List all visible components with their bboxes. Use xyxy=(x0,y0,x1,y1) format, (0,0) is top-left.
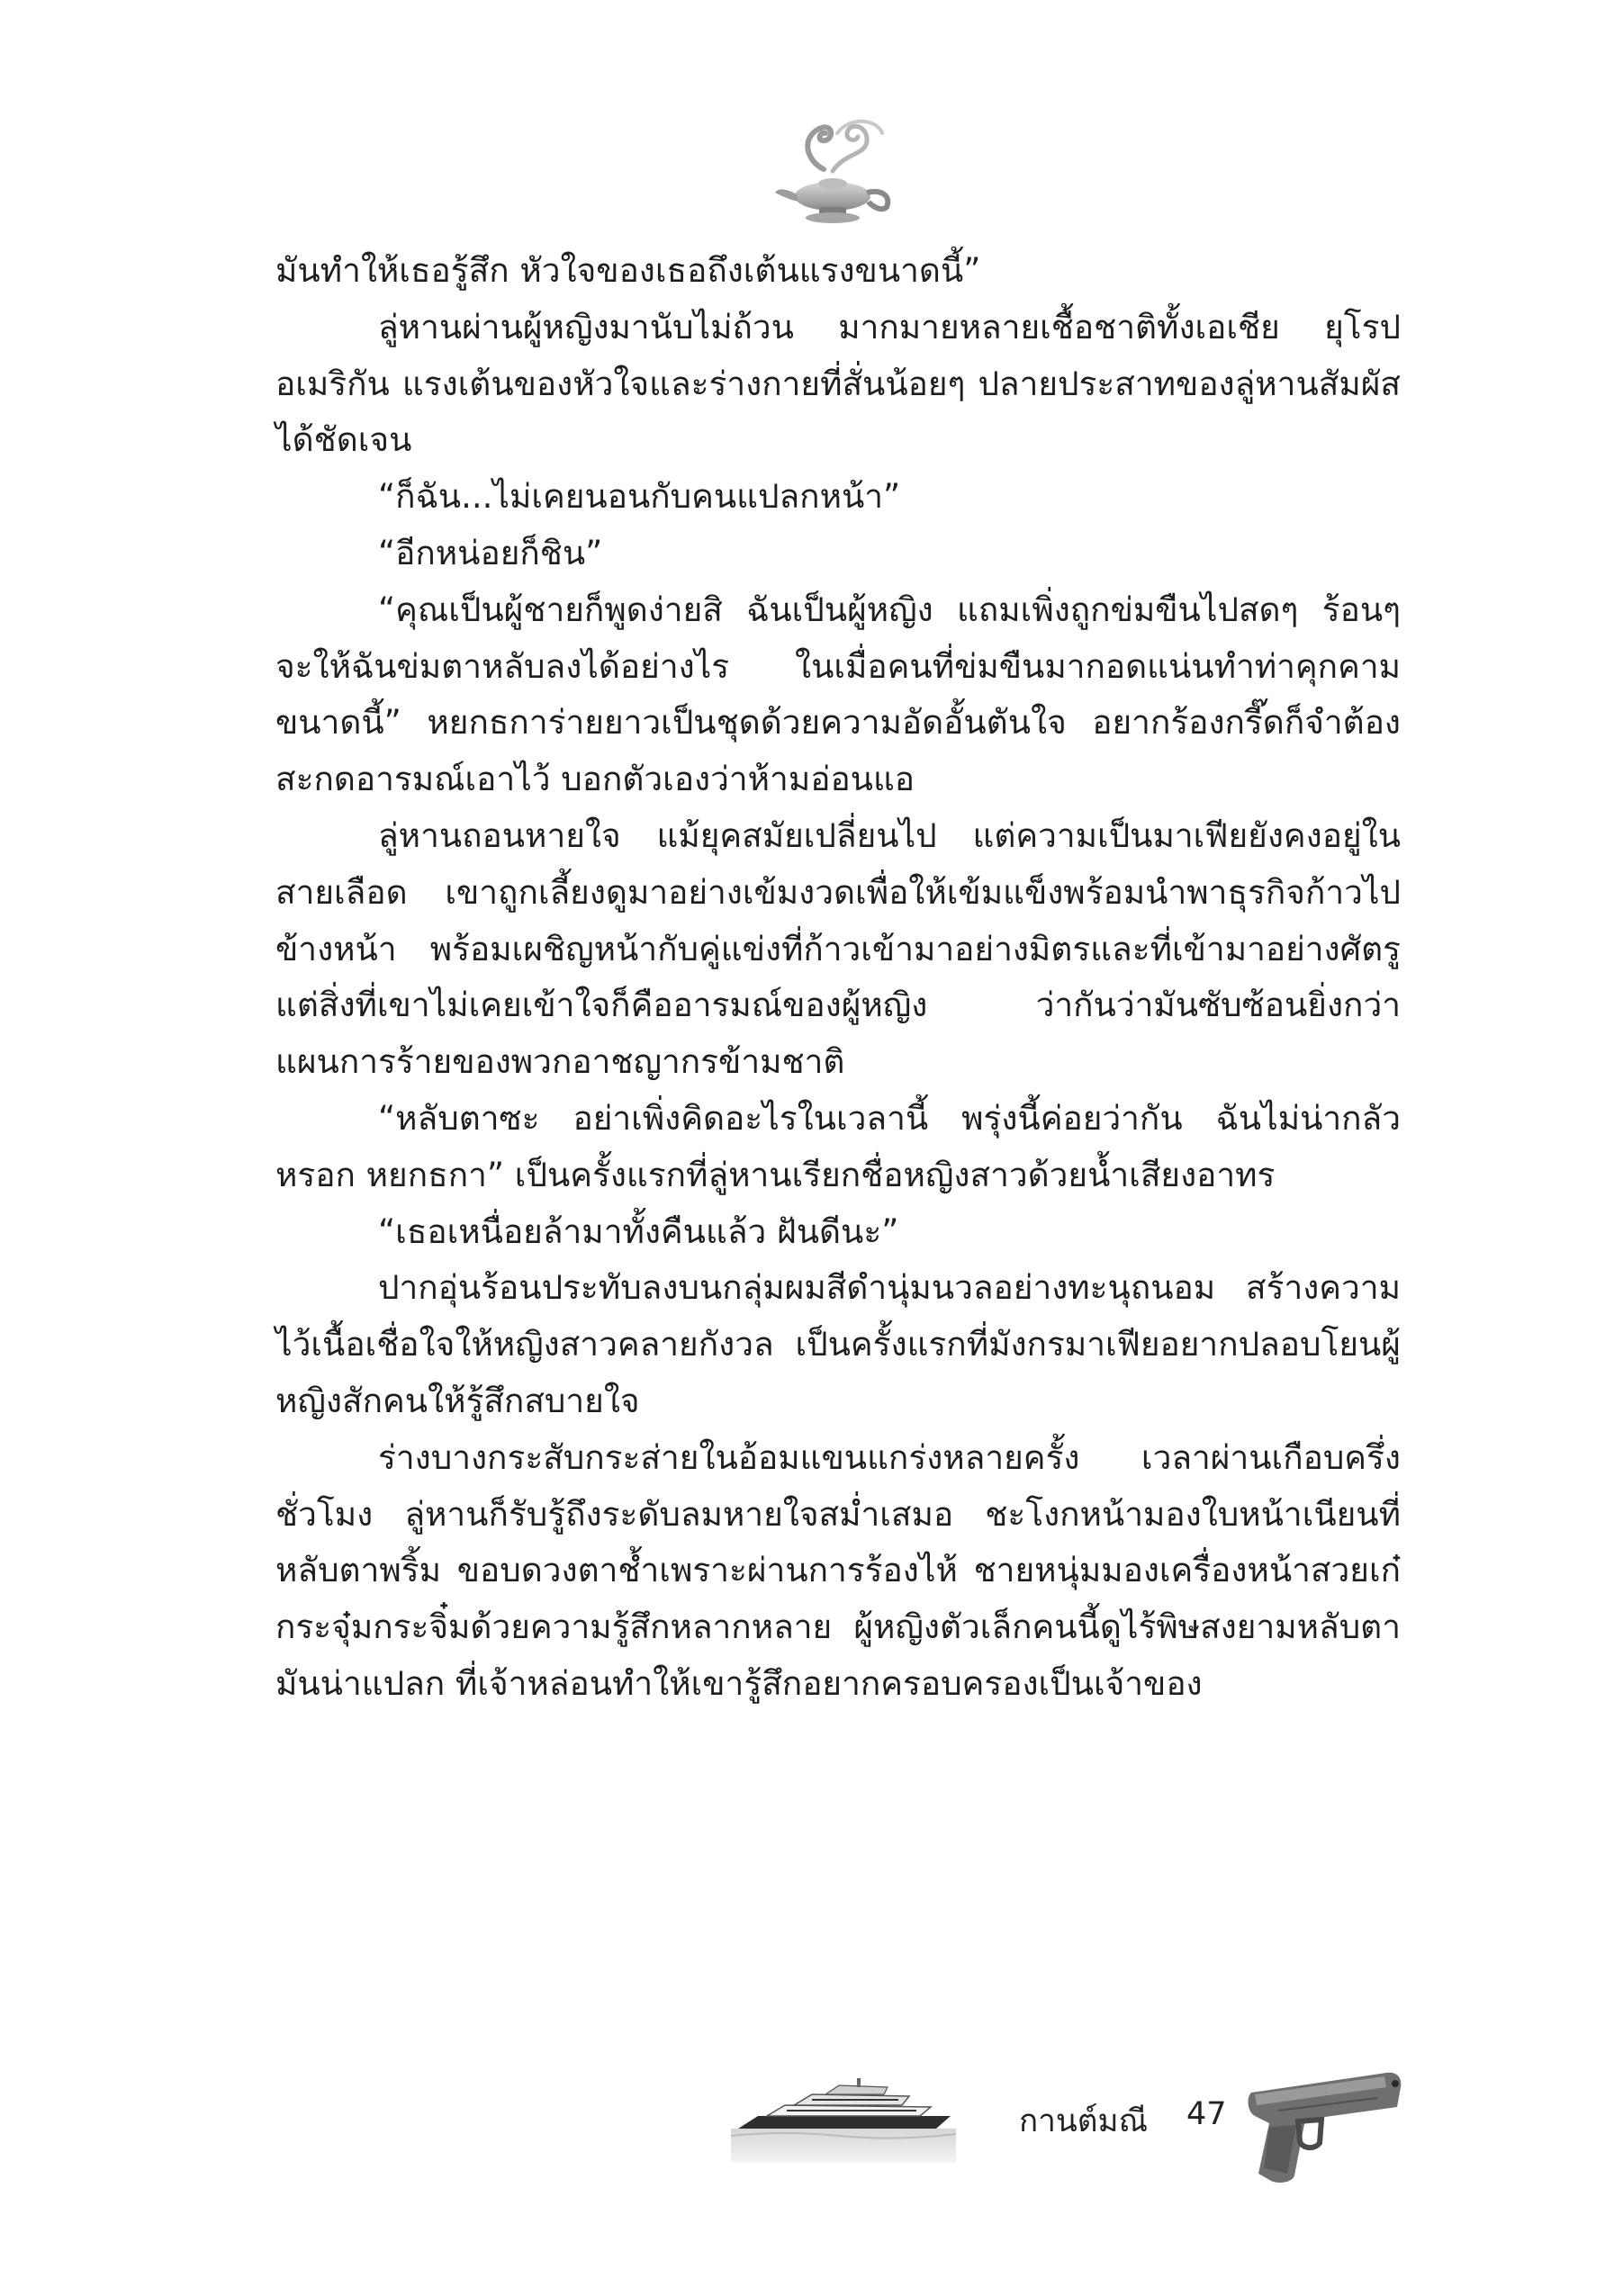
paragraph: ลู่หานผ่านผู้หญิงมานับไม่ถ้วน มากมายหลายเชื้อชาติทั้งเอเชีย ยุโรป อเมริกัน แรงเต้นของหัวใจและร่างกายที่สั่นน้อยๆ ปลายประสาทของลู่หานสัมผัสได้ชัดเจน xyxy=(275,307,1401,460)
pistol-icon xyxy=(1242,2057,1409,2192)
story-text xyxy=(275,243,1401,1713)
paragraph: ร่างบางกระสับกระส่ายในอ้อมแขนแกร่งหลายครั้ง เวลาผ่านเกือบครึ่งชั่วโมง ลู่หานก็รับรู้ถึงระดับลมหายใจสม่ำเสมอ ชะโงกหน้ามองใบหน้าเนียนที่หลับตาพริ้ม ขอบดวงตาช้ำเพราะผ่านการร้องไห้ ชายหนุ่มมองเครื่องหน้าสวยเก๋กระจุ๋มกระจิ๋มด้วยความรู้สึกหลากหลาย ผู้หญิงตัวเล็กคนนี้ดูไร้พิษสงยามหลับตา มันน่าแปลก ที่เจ้าหล่อนทำให้เขารู้สึกอยากครอบครองเป็นเจ้าของ xyxy=(275,1437,1401,1703)
paragraph: “ก็ฉัน...ไม่เคยนอนกับคนแปลกหน้า” xyxy=(378,477,901,517)
paragraph: ปากอุ่นร้อนประทับลงบนกลุ่มผมสีดำนุ่มนวลอย่างทะนุถนอม สร้างความไว้เนื้อเชื่อใจให้หญิงสาวคลายกังวล เป็นครั้งแรกที่มังกรมาเฟียอยากปลอบโยนผู้หญิงสักคนให้รู้สึกสบายใจ xyxy=(275,1268,1401,1420)
paragraph: ลู่หานถอนหายใจ แม้ยุคสมัยเปลี่ยนไป แต่ความเป็นมาเฟียยังคงอยู่ในสายเลือด เขาถูกเลี้ยงดูมาอย่างเข้มงวดเพื่อให้เข้มแข็งพร้อมนำพาธุรกิจก้าวไปข้างหน้า พร้อมเผชิญหน้ากับคู่แข่งที่ก้าวเข้ามาอย่างมิตรและที่เข้ามาอย่างศัตรู แต่สิ่งที่เขาไม่เคยเข้าใจก็คืออารมณ์ของผู้หญิง ว่ากันว่ามันซับซ้อนยิ่งกว่าแผนการร้ายของพวกอาชญากรข้ามชาติ xyxy=(275,815,1401,1082)
page-number: 47 xyxy=(1186,2096,1227,2132)
paragraph: มันทำให้เธอรู้สึก หัวใจของเธอถึงเต้นแรงขนาดนี้” xyxy=(275,251,981,290)
yacht-icon xyxy=(731,2073,956,2163)
paragraph: “อีกหน่อยก็ชิน” xyxy=(378,533,603,572)
running-title: กานต์มณี xyxy=(1019,2103,1149,2139)
page-footer xyxy=(0,2057,1605,2210)
genie-lamp-icon xyxy=(770,106,905,241)
paragraph: “คุณเป็นผู้ชายก็พูดง่ายสิ ฉันเป็นผู้หญิง แถมเพิ่งถูกข่มขืนไปสดๆ ร้อนๆ จะให้ฉันข่มตาหลับลงได้อย่างไร ในเมื่อคนที่ข่มขืนมากอดแน่นทำท่าคุกคามขนาดนี้” หยกธการ่ายยาวเป็นชุดด้วยความอัดอั้นตันใจ อยากร้องกรี๊ดก็จำต้องสะกดอารมณ์เอาไว้ บอกตัวเองว่าห้ามอ่อนแอ xyxy=(275,590,1401,799)
paragraph: “หลับตาซะ อย่าเพิ่งคิดอะไรในเวลานี้ พรุ่งนี้ค่อยว่ากัน ฉันไม่น่ากลัวหรอก หยกธกา” เป็นครั้งแรกที่ลู่หานเรียกชื่อหญิงสาวด้วยน้ำเสียงอาทร xyxy=(275,1098,1401,1194)
paragraph: “เธอเหนื่อยล้ามาทั้งคืนแล้ว ฝันดีนะ” xyxy=(378,1211,899,1251)
